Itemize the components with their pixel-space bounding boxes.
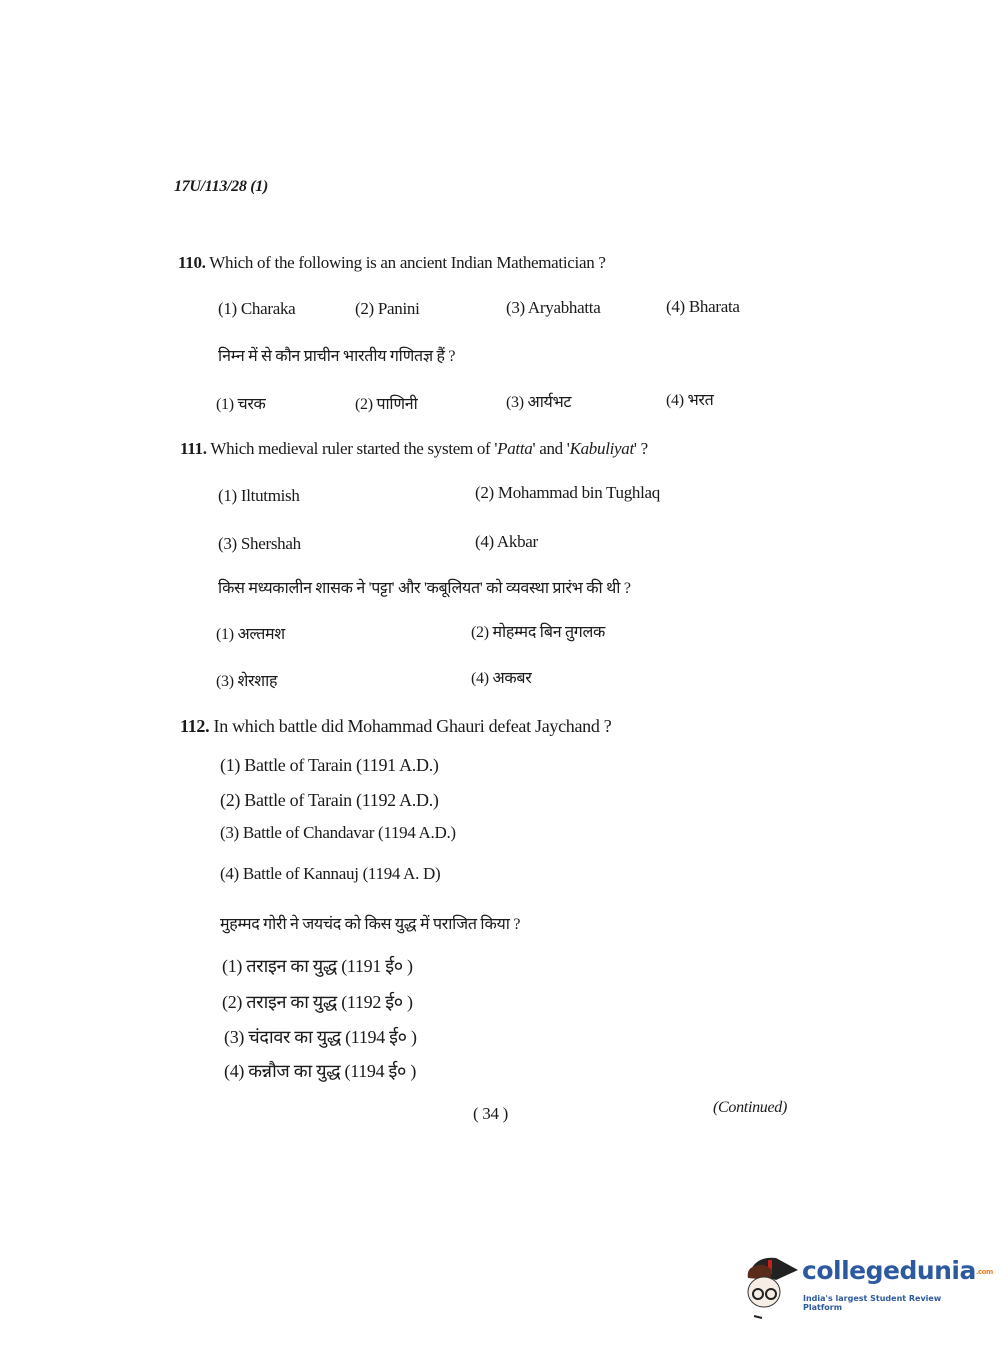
hindi-option: (1) अल्तमश [216,626,285,643]
hindi-option: (3) शेरशाह [216,673,278,690]
option: (3) Aryabhatta [506,298,601,317]
option: (1) Charaka [218,299,296,318]
question-number: 111. [180,439,207,458]
option: (4) Akbar [475,532,538,551]
hindi-option: (1) चरक [216,396,266,413]
option: (3) Battle of Chandavar (1194 A.D.) [220,823,456,842]
hindi-question: मुहम्मद गोरी ने जयचंद को किस युद्ध में पराजित किया ? [220,916,521,933]
question-number: 112. [180,716,210,736]
question-110 [178,253,606,273]
hindi-option: (2) तराइन का युद्ध (1192 ई० ) [222,992,413,1012]
option: (2) Mohammad bin Tughlaq [475,483,660,502]
hindi-question: किस मध्यकालीन शासक ने 'पट्टा' और 'कबूलियत' को व्यवस्था प्रारंभ की थी ? [218,580,631,597]
question-111 [180,439,648,459]
hindi-option: (2) पाणिनी [355,396,418,413]
term-kabuliyat: Kabuliyat [569,439,634,458]
option: (1) Battle of Tarain (1191 A.D.) [220,755,439,775]
page-number: ( 34 ) [473,1104,509,1123]
continued-label: (Continued) [713,1099,788,1116]
question-text: ' and ' [532,439,570,458]
question-text: Which of the following is an ancient Indian Mathematician ? [209,253,606,272]
brand-suffix: .com [975,1268,993,1276]
collegedunia-logo [742,1250,993,1330]
question-text: In which battle did Mohammad Ghauri defeat Jaychand ? [213,716,612,736]
brand-name: collegedunia [802,1256,976,1285]
paper-code: 17U/113/28 (1) [174,178,269,195]
hindi-option: (2) मोहम्मद बिन तुगलक [471,624,606,641]
hindi-option: (1) तराइन का युद्ध (1191 ई० ) [222,956,413,976]
term-patta: Patta [497,439,533,458]
hindi-option: (3) आर्यभट [506,394,572,411]
option: (1) Iltutmish [218,486,300,505]
hindi-option: (4) भरत [666,392,714,409]
option: (2) Battle of Tarain (1192 A.D.) [220,790,439,810]
hindi-question: निम्न में से कौन प्राचीन भारतीय गणितज्ञ हैं ? [218,348,456,365]
brand-tagline: India's largest Student Review Platform [803,1294,942,1312]
hindi-option: (4) कन्नौज का युद्ध (1194 ई० ) [224,1061,417,1081]
question-text: Which medieval ruler started the system of ' [210,439,498,458]
option: (4) Bharata [666,297,740,316]
option: (2) Panini [355,299,420,318]
hindi-option: (4) अकबर [471,670,532,687]
hindi-option: (3) चंदावर का युद्ध (1194 ई० ) [224,1027,417,1047]
option: (4) Battle of Kannauj (1194 A. D) [220,864,441,883]
question-112 [180,716,611,737]
question-number: 110. [178,253,206,272]
question-text: ' ? [633,439,648,458]
option: (3) Shershah [218,534,301,553]
mascot-icon [742,1250,800,1320]
